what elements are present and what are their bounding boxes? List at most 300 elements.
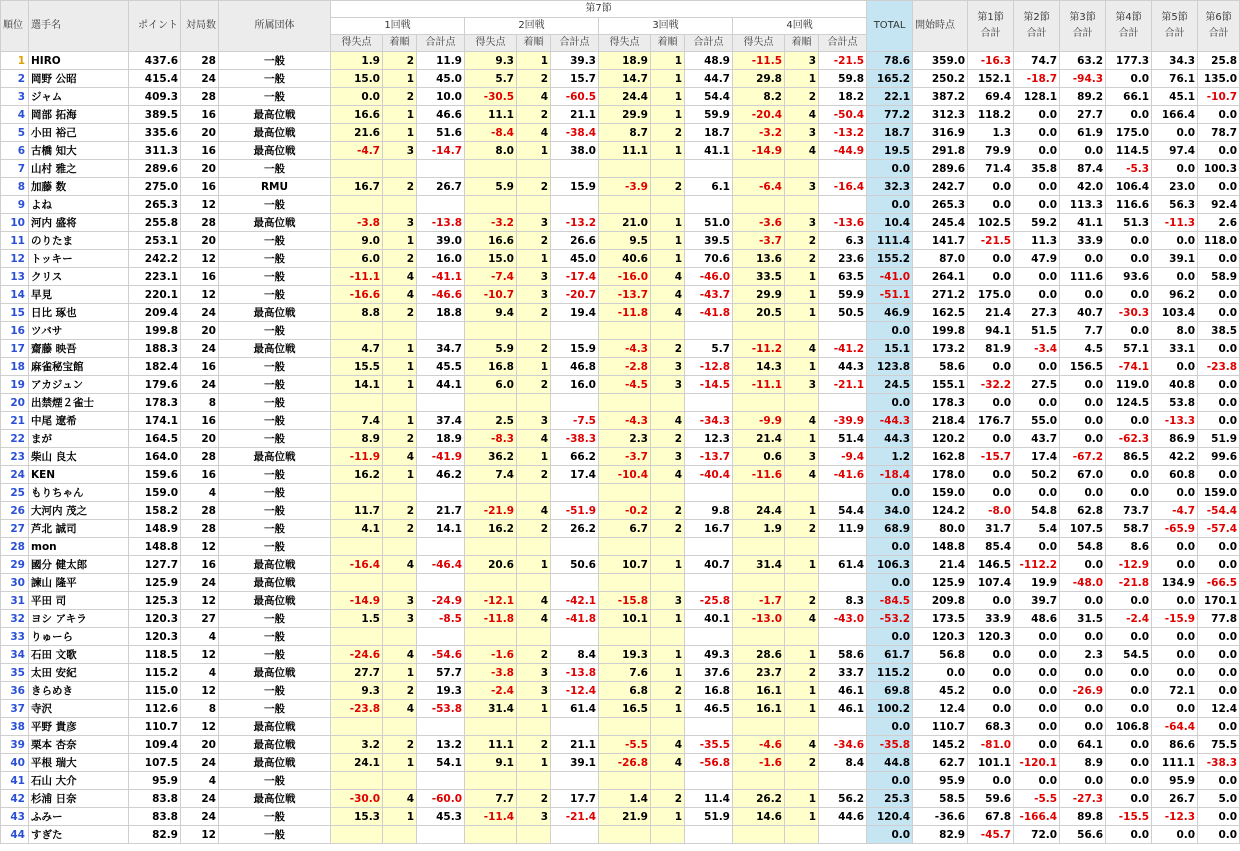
points-cell: 164.5 bbox=[129, 430, 181, 448]
round-sum-cell: 13.2 bbox=[417, 736, 465, 754]
player-name-cell: 麻雀秘宝館 bbox=[29, 358, 129, 376]
section-total-cell: 0.0 bbox=[1106, 286, 1152, 304]
round-score-cell: 16.6 bbox=[465, 232, 517, 250]
section-total-cell: 54.8 bbox=[1060, 538, 1106, 556]
round-sum-cell: -14.7 bbox=[417, 142, 465, 160]
points-cell: 265.3 bbox=[129, 196, 181, 214]
round-place-cell: 2 bbox=[383, 520, 417, 538]
round-place-cell: 3 bbox=[651, 448, 685, 466]
total-cell: -53.2 bbox=[867, 610, 913, 628]
start-cell: 264.1 bbox=[913, 268, 968, 286]
round-sum-cell bbox=[551, 322, 599, 340]
round-score-cell bbox=[331, 538, 383, 556]
section-total-cell: -10.7 bbox=[1198, 88, 1240, 106]
round-place-cell: 1 bbox=[651, 556, 685, 574]
start-cell: 265.3 bbox=[913, 196, 968, 214]
round-sum-cell: 39.5 bbox=[685, 232, 733, 250]
round-score-cell: 11.1 bbox=[465, 736, 517, 754]
round-place-cell: 4 bbox=[651, 304, 685, 322]
total-cell: 44.3 bbox=[867, 430, 913, 448]
header-r3-sum[interactable]: 合計点 bbox=[685, 35, 733, 52]
round-score-cell: 5.7 bbox=[465, 70, 517, 88]
round-sum-cell: -43.7 bbox=[685, 286, 733, 304]
player-name-cell: ヨシ アキラ bbox=[29, 610, 129, 628]
start-cell: 120.3 bbox=[913, 628, 968, 646]
round-score-cell: 14.7 bbox=[599, 70, 651, 88]
round-place-cell: 1 bbox=[651, 232, 685, 250]
round-score-cell bbox=[733, 574, 785, 592]
round-sum-cell bbox=[417, 574, 465, 592]
round-sum-cell bbox=[551, 772, 599, 790]
header-games[interactable]: 対局数 bbox=[181, 1, 219, 52]
header-section: 第7節 bbox=[331, 1, 867, 18]
section-total-cell: 5.0 bbox=[1198, 790, 1240, 808]
round-score-cell: -11.4 bbox=[465, 808, 517, 826]
round-sum-cell bbox=[819, 718, 867, 736]
round-sum-cell: 61.4 bbox=[551, 700, 599, 718]
games-cell: 16 bbox=[181, 556, 219, 574]
round-place-cell: 1 bbox=[383, 664, 417, 682]
round-score-cell: 6.0 bbox=[331, 250, 383, 268]
section-total-cell: 0.0 bbox=[1060, 664, 1106, 682]
player-name-cell: 早見 bbox=[29, 286, 129, 304]
start-cell: 173.5 bbox=[913, 610, 968, 628]
header-r4-place[interactable]: 着順 bbox=[785, 35, 819, 52]
section-total-cell: 0.0 bbox=[968, 430, 1014, 448]
section-total-cell: 128.1 bbox=[1014, 88, 1060, 106]
round-sum-cell: -13.8 bbox=[417, 214, 465, 232]
section-total-cell: 0.0 bbox=[1198, 772, 1240, 790]
round-sum-cell: 41.1 bbox=[685, 142, 733, 160]
total-cell: 18.7 bbox=[867, 124, 913, 142]
header-player[interactable]: 選手名 bbox=[29, 1, 129, 52]
header-start[interactable]: 開始時点 bbox=[913, 1, 968, 52]
player-name-cell: もりちゃん bbox=[29, 484, 129, 502]
round-score-cell: 1.5 bbox=[331, 610, 383, 628]
header-r1-place[interactable]: 着順 bbox=[383, 35, 417, 52]
header-sec5[interactable]: 第5節 合計 bbox=[1152, 1, 1198, 52]
section-total-cell: 58.9 bbox=[1198, 268, 1240, 286]
round-place-cell: 3 bbox=[785, 124, 819, 142]
round-sum-cell: 56.2 bbox=[819, 790, 867, 808]
round-sum-cell: 45.0 bbox=[551, 250, 599, 268]
total-cell: 22.1 bbox=[867, 88, 913, 106]
points-cell: 83.8 bbox=[129, 808, 181, 826]
table-row bbox=[1, 268, 1240, 286]
round-score-cell: -3.6 bbox=[733, 214, 785, 232]
round-score-cell: -24.6 bbox=[331, 646, 383, 664]
round-sum-cell: -13.7 bbox=[685, 448, 733, 466]
round-sum-cell bbox=[417, 718, 465, 736]
points-cell: 95.9 bbox=[129, 772, 181, 790]
round-score-cell: -3.7 bbox=[733, 232, 785, 250]
group-cell: 一般 bbox=[219, 160, 331, 178]
rank-cell: 42 bbox=[1, 790, 29, 808]
round-score-cell: -4.7 bbox=[331, 142, 383, 160]
section-total-cell: -3.4 bbox=[1014, 340, 1060, 358]
section-total-cell: 0.0 bbox=[1106, 826, 1152, 844]
round-place-cell: 4 bbox=[383, 790, 417, 808]
section-total-cell: 113.3 bbox=[1060, 196, 1106, 214]
round-place-cell: 1 bbox=[651, 610, 685, 628]
round-place-cell: 3 bbox=[517, 268, 551, 286]
round-sum-cell: -46.4 bbox=[417, 556, 465, 574]
round-score-cell: 2.3 bbox=[599, 430, 651, 448]
table-row bbox=[1, 826, 1240, 844]
round-place-cell: 1 bbox=[785, 430, 819, 448]
header-sec1[interactable]: 第1節 合計 bbox=[968, 1, 1014, 52]
games-cell: 20 bbox=[181, 430, 219, 448]
table-row bbox=[1, 286, 1240, 304]
table-row bbox=[1, 754, 1240, 772]
header-sec3[interactable]: 第3節 合計 bbox=[1060, 1, 1106, 52]
header-rank[interactable]: 順位 bbox=[1, 1, 29, 52]
round-place-cell: 4 bbox=[785, 142, 819, 160]
rank-cell: 19 bbox=[1, 376, 29, 394]
section-total-cell: 8.0 bbox=[1152, 322, 1198, 340]
section-total-cell: 75.5 bbox=[1198, 736, 1240, 754]
round-place-cell: 1 bbox=[383, 466, 417, 484]
header-r4-sum[interactable]: 合計点 bbox=[819, 35, 867, 52]
round-score-cell: -6.4 bbox=[733, 178, 785, 196]
section-total-cell: 0.0 bbox=[1106, 736, 1152, 754]
round-score-cell: 0.6 bbox=[733, 448, 785, 466]
group-cell: 一般 bbox=[219, 628, 331, 646]
round-score-cell bbox=[465, 628, 517, 646]
round-place-cell: 1 bbox=[383, 808, 417, 826]
section-total-cell: 156.5 bbox=[1060, 358, 1106, 376]
section-total-cell: 47.9 bbox=[1014, 250, 1060, 268]
round-place-cell bbox=[785, 826, 819, 844]
round-score-cell: -4.3 bbox=[599, 412, 651, 430]
round-place-cell: 3 bbox=[785, 448, 819, 466]
table-row bbox=[1, 376, 1240, 394]
rank-cell: 15 bbox=[1, 304, 29, 322]
round-place-cell: 3 bbox=[785, 178, 819, 196]
round-place-cell bbox=[517, 538, 551, 556]
player-name-cell: りゅーら bbox=[29, 628, 129, 646]
round-place-cell: 4 bbox=[651, 268, 685, 286]
section-total-cell: 0.0 bbox=[1014, 484, 1060, 502]
player-name-cell: 平根 瑞大 bbox=[29, 754, 129, 772]
round-place-cell: 1 bbox=[785, 304, 819, 322]
section-total-cell: -15.9 bbox=[1152, 610, 1198, 628]
rank-cell: 10 bbox=[1, 214, 29, 232]
player-name-cell: トッキー bbox=[29, 250, 129, 268]
round-sum-cell bbox=[819, 772, 867, 790]
table-row bbox=[1, 304, 1240, 322]
total-cell: 24.5 bbox=[867, 376, 913, 394]
table-row bbox=[1, 718, 1240, 736]
section-total-cell: 94.1 bbox=[968, 322, 1014, 340]
round-sum-cell bbox=[685, 394, 733, 412]
round-score-cell: 8.2 bbox=[733, 88, 785, 106]
round-sum-cell bbox=[551, 628, 599, 646]
section-total-cell: 0.0 bbox=[1014, 124, 1060, 142]
round-place-cell: 1 bbox=[785, 808, 819, 826]
games-cell: 20 bbox=[181, 124, 219, 142]
section-total-cell: 0.0 bbox=[1060, 142, 1106, 160]
rank-cell: 36 bbox=[1, 682, 29, 700]
start-cell: 162.8 bbox=[913, 448, 968, 466]
total-cell: 69.8 bbox=[867, 682, 913, 700]
header-r2-score[interactable]: 得失点 bbox=[465, 35, 517, 52]
round-sum-cell: 18.7 bbox=[685, 124, 733, 142]
total-cell: 44.8 bbox=[867, 754, 913, 772]
table-row bbox=[1, 520, 1240, 538]
header-r1-sum[interactable]: 合計点 bbox=[417, 35, 465, 52]
section-total-cell: 77.8 bbox=[1198, 610, 1240, 628]
player-name-cell: 國分 健太郎 bbox=[29, 556, 129, 574]
round-score-cell: 26.2 bbox=[733, 790, 785, 808]
games-cell: 24 bbox=[181, 304, 219, 322]
header-sec2[interactable]: 第2節 合計 bbox=[1014, 1, 1060, 52]
group-cell: 最高位戦 bbox=[219, 214, 331, 232]
round-sum-cell: -42.1 bbox=[551, 592, 599, 610]
section-total-cell: 0.0 bbox=[1106, 664, 1152, 682]
table-row bbox=[1, 592, 1240, 610]
round-place-cell: 1 bbox=[785, 70, 819, 88]
section-total-cell: 27.3 bbox=[1014, 304, 1060, 322]
header-sec4[interactable]: 第4節 合計 bbox=[1106, 1, 1152, 52]
section-total-cell: -32.2 bbox=[968, 376, 1014, 394]
section-total-cell: 40.7 bbox=[1060, 304, 1106, 322]
round-place-cell bbox=[651, 484, 685, 502]
round-sum-cell: -41.9 bbox=[417, 448, 465, 466]
section-total-cell: 0.0 bbox=[1198, 628, 1240, 646]
round-place-cell: 4 bbox=[785, 736, 819, 754]
round-sum-cell bbox=[819, 628, 867, 646]
section-total-cell: 45.1 bbox=[1152, 88, 1198, 106]
section-total-cell: 56.3 bbox=[1152, 196, 1198, 214]
round-score-cell bbox=[599, 772, 651, 790]
section-total-cell: 86.6 bbox=[1152, 736, 1198, 754]
rank-cell: 39 bbox=[1, 736, 29, 754]
section-total-cell: 0.0 bbox=[968, 682, 1014, 700]
group-cell: 一般 bbox=[219, 52, 331, 70]
round-place-cell: 2 bbox=[517, 178, 551, 196]
round-score-cell: 9.4 bbox=[465, 304, 517, 322]
group-cell: 一般 bbox=[219, 772, 331, 790]
round-sum-cell: -41.6 bbox=[819, 466, 867, 484]
section-total-cell: 0.0 bbox=[1014, 286, 1060, 304]
round-place-cell: 2 bbox=[651, 520, 685, 538]
table-row bbox=[1, 106, 1240, 124]
section-total-cell: -64.4 bbox=[1152, 718, 1198, 736]
section-total-cell: 89.8 bbox=[1060, 808, 1106, 826]
section-total-cell: 135.0 bbox=[1198, 70, 1240, 88]
section-total-cell: 0.0 bbox=[1014, 736, 1060, 754]
round-sum-cell: 45.5 bbox=[417, 358, 465, 376]
table-row bbox=[1, 484, 1240, 502]
header-r2-sum[interactable]: 合計点 bbox=[551, 35, 599, 52]
section-total-cell: -54.4 bbox=[1198, 502, 1240, 520]
round-score-cell: 16.2 bbox=[465, 520, 517, 538]
start-cell: 125.9 bbox=[913, 574, 968, 592]
section-total-cell: 50.2 bbox=[1014, 466, 1060, 484]
points-cell: 107.5 bbox=[129, 754, 181, 772]
round-sum-cell: -7.5 bbox=[551, 412, 599, 430]
section-total-cell: 39.7 bbox=[1014, 592, 1060, 610]
section-total-cell: 0.0 bbox=[1198, 178, 1240, 196]
group-cell: 一般 bbox=[219, 88, 331, 106]
section-total-cell: -62.3 bbox=[1106, 430, 1152, 448]
games-cell: 12 bbox=[181, 718, 219, 736]
player-name-cell: 諫山 隆平 bbox=[29, 574, 129, 592]
section-total-cell: 0.0 bbox=[1198, 394, 1240, 412]
rank-cell: 37 bbox=[1, 700, 29, 718]
games-cell: 16 bbox=[181, 466, 219, 484]
round-sum-cell: 44.6 bbox=[819, 808, 867, 826]
section-total-cell: 8.6 bbox=[1106, 538, 1152, 556]
round-score-cell: 16.1 bbox=[733, 682, 785, 700]
round-place-cell: 1 bbox=[651, 664, 685, 682]
header-r4-score[interactable]: 得失点 bbox=[733, 35, 785, 52]
table-row bbox=[1, 790, 1240, 808]
section-total-cell: -16.3 bbox=[968, 52, 1014, 70]
round-place-cell: 1 bbox=[651, 700, 685, 718]
round-score-cell: 8.7 bbox=[599, 124, 651, 142]
round-place-cell bbox=[517, 196, 551, 214]
section-total-cell: 0.0 bbox=[1014, 394, 1060, 412]
round-score-cell: 2.5 bbox=[465, 412, 517, 430]
header-r2-place[interactable]: 着順 bbox=[517, 35, 551, 52]
start-cell: 218.4 bbox=[913, 412, 968, 430]
section-total-cell: 0.0 bbox=[1014, 142, 1060, 160]
round-score-cell bbox=[599, 394, 651, 412]
section-total-cell: 0.0 bbox=[1152, 484, 1198, 502]
header-group[interactable]: 所属団体 bbox=[219, 1, 331, 52]
section-total-cell: -81.0 bbox=[968, 736, 1014, 754]
section-total-cell: 134.9 bbox=[1152, 574, 1198, 592]
round-score-cell bbox=[733, 322, 785, 340]
round-sum-cell: -12.4 bbox=[551, 682, 599, 700]
group-cell: 一般 bbox=[219, 538, 331, 556]
start-cell: 178.0 bbox=[913, 466, 968, 484]
round-score-cell: 15.3 bbox=[331, 808, 383, 826]
round-sum-cell: 18.9 bbox=[417, 430, 465, 448]
round-score-cell: -1.6 bbox=[733, 754, 785, 772]
round-sum-cell bbox=[819, 394, 867, 412]
section-total-cell: 100.3 bbox=[1198, 160, 1240, 178]
round-sum-cell: 15.9 bbox=[551, 178, 599, 196]
round-score-cell: -11.1 bbox=[331, 268, 383, 286]
header-points[interactable]: ポイント bbox=[129, 1, 181, 52]
round-sum-cell: -9.4 bbox=[819, 448, 867, 466]
section-total-cell: 152.1 bbox=[968, 70, 1014, 88]
games-cell: 12 bbox=[181, 538, 219, 556]
round-place-cell: 4 bbox=[383, 646, 417, 664]
round-score-cell bbox=[465, 574, 517, 592]
section-total-cell: 93.6 bbox=[1106, 268, 1152, 286]
round-sum-cell: 10.0 bbox=[417, 88, 465, 106]
round-sum-cell: -38.4 bbox=[551, 124, 599, 142]
round-score-cell bbox=[599, 196, 651, 214]
table-row bbox=[1, 610, 1240, 628]
player-name-cell: 日比 琢也 bbox=[29, 304, 129, 322]
rank-cell: 41 bbox=[1, 772, 29, 790]
round-place-cell: 3 bbox=[517, 214, 551, 232]
header-r1-score[interactable]: 得失点 bbox=[331, 35, 383, 52]
rank-cell: 24 bbox=[1, 466, 29, 484]
total-cell: 115.2 bbox=[867, 664, 913, 682]
round-place-cell: 1 bbox=[785, 502, 819, 520]
round-score-cell: -21.9 bbox=[465, 502, 517, 520]
player-name-cell: 寺沢 bbox=[29, 700, 129, 718]
header-total[interactable]: TOTAL bbox=[867, 1, 913, 52]
round-place-cell: 2 bbox=[785, 232, 819, 250]
round-score-cell: -3.8 bbox=[331, 214, 383, 232]
round-score-cell: 31.4 bbox=[465, 700, 517, 718]
player-name-cell: mon bbox=[29, 538, 129, 556]
table-row bbox=[1, 340, 1240, 358]
section-total-cell: 42.2 bbox=[1152, 448, 1198, 466]
total-cell: 0.0 bbox=[867, 394, 913, 412]
round-place-cell: 2 bbox=[785, 250, 819, 268]
section-total-cell: 0.0 bbox=[1106, 484, 1152, 502]
round-score-cell: 6.0 bbox=[465, 376, 517, 394]
round-sum-cell: 54.4 bbox=[819, 502, 867, 520]
section-total-cell: -112.2 bbox=[1014, 556, 1060, 574]
points-cell: 125.9 bbox=[129, 574, 181, 592]
section-total-cell: 72.0 bbox=[1014, 826, 1060, 844]
round-score-cell: -12.1 bbox=[465, 592, 517, 610]
section-total-cell: 2.6 bbox=[1198, 214, 1240, 232]
section-total-cell: 0.0 bbox=[968, 196, 1014, 214]
player-name-cell: よね bbox=[29, 196, 129, 214]
round-sum-cell bbox=[551, 196, 599, 214]
points-cell: 199.8 bbox=[129, 322, 181, 340]
table-row bbox=[1, 772, 1240, 790]
points-cell: 82.9 bbox=[129, 826, 181, 844]
header-r3-score[interactable]: 得失点 bbox=[599, 35, 651, 52]
player-name-cell: 栗本 杏奈 bbox=[29, 736, 129, 754]
points-cell: 115.0 bbox=[129, 682, 181, 700]
round-sum-cell: 46.1 bbox=[819, 700, 867, 718]
group-cell: 最高位戦 bbox=[219, 574, 331, 592]
start-cell: 162.5 bbox=[913, 304, 968, 322]
round-sum-cell: 6.1 bbox=[685, 178, 733, 196]
round-score-cell: -10.4 bbox=[599, 466, 651, 484]
round-place-cell: 2 bbox=[785, 520, 819, 538]
section-total-cell: 74.7 bbox=[1014, 52, 1060, 70]
points-cell: 109.4 bbox=[129, 736, 181, 754]
round-score-cell bbox=[331, 322, 383, 340]
round-place-cell: 1 bbox=[383, 106, 417, 124]
header-r3-place[interactable]: 着順 bbox=[651, 35, 685, 52]
round-score-cell: -13.0 bbox=[733, 610, 785, 628]
games-cell: 16 bbox=[181, 268, 219, 286]
round-score-cell: -15.8 bbox=[599, 592, 651, 610]
player-name-cell: ジャム bbox=[29, 88, 129, 106]
round-sum-cell: 46.1 bbox=[819, 682, 867, 700]
round-place-cell: 4 bbox=[651, 736, 685, 754]
header-sec6[interactable]: 第6節 合計 bbox=[1198, 1, 1240, 52]
rank-cell: 44 bbox=[1, 826, 29, 844]
round-place-cell: 4 bbox=[785, 412, 819, 430]
start-cell: 199.8 bbox=[913, 322, 968, 340]
round-place-cell: 3 bbox=[517, 682, 551, 700]
total-cell: 77.2 bbox=[867, 106, 913, 124]
start-cell: 62.7 bbox=[913, 754, 968, 772]
section-total-cell: 0.0 bbox=[1060, 376, 1106, 394]
table-row bbox=[1, 664, 1240, 682]
games-cell: 16 bbox=[181, 142, 219, 160]
total-cell: 0.0 bbox=[867, 574, 913, 592]
points-cell: 188.3 bbox=[129, 340, 181, 358]
section-total-cell: 61.9 bbox=[1060, 124, 1106, 142]
section-total-cell: 0.0 bbox=[1152, 268, 1198, 286]
